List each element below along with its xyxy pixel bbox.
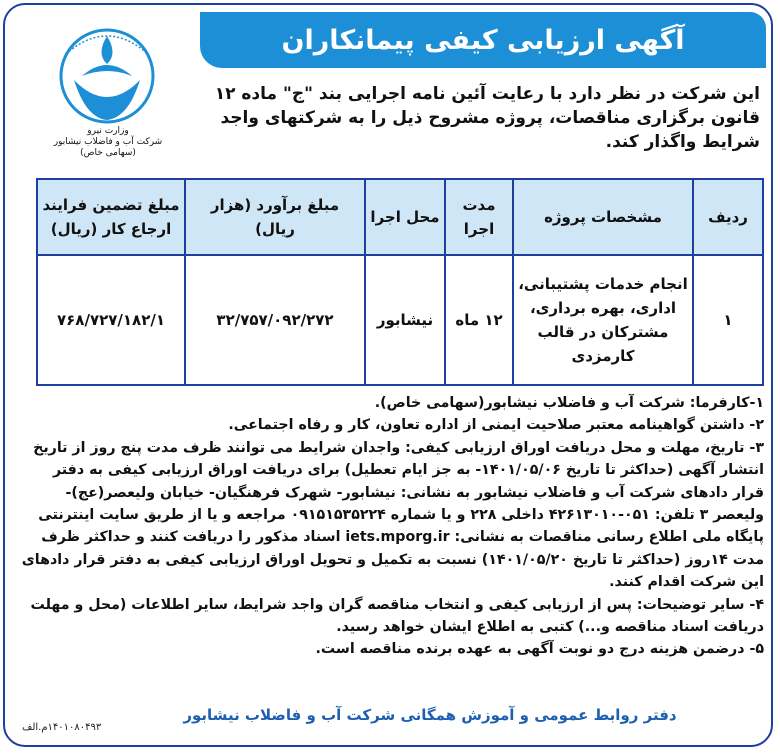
header-guarantee: مبلغ تضمین فرایند ارجاع کار (ریال) bbox=[37, 179, 185, 255]
note-other-details: ۴- سایر توضیحات: پس از ارزیابی کیفی و انتخاب مناقصه گران واجد شرایط، سایر اطلاعات (محل و مهلت دریافت اسناد مناقصه و...) کتبی به اطلاع ایشان خواهد رسید. bbox=[30, 596, 764, 636]
table-header-row bbox=[37, 179, 763, 255]
note-employer: ۱-کارفرما: شرکت آب و فاضلاب نیشابور(سهامی خاص). bbox=[374, 395, 764, 411]
header-estimate: مبلغ برآورد (هزار ریال) bbox=[185, 179, 365, 255]
ad-code: ۱۴۰۱۰۸۰۴۹۳م.الف bbox=[22, 722, 102, 733]
cell-row-number: ۱ bbox=[693, 255, 763, 385]
header-project-spec: مشخصات پروژه bbox=[513, 179, 693, 255]
page-title: آگهی ارزیابی کیفی پیمانکاران bbox=[281, 24, 685, 56]
header-row-number: ردیف bbox=[693, 179, 763, 255]
logo-ministry: وزارت نیرو bbox=[87, 126, 129, 136]
cell-location: نیشابور bbox=[365, 255, 445, 385]
header-location: محل اجرا bbox=[365, 179, 445, 255]
footer-publisher: دفتر روابط عمومی و آموزش همگانی شرکت آب و فاضلاب نیشابور bbox=[183, 706, 677, 724]
cell-guarantee: ۷۶۸/۷۲۷/۱۸۲/۱ bbox=[37, 255, 185, 385]
header-duration: مدت اجرا bbox=[445, 179, 513, 255]
logo-company: شرکت آب و فاضلاب نیشابور bbox=[53, 137, 163, 147]
note-safety-certificate: ۲- داشتن گواهینامه معتبر صلاحیت ایمنی از اداره تعاون، کار و رفاه اجتماعی. bbox=[228, 417, 764, 434]
table-row bbox=[37, 255, 763, 385]
intro-paragraph: این شرکت در نظر دارد با رعایت آئین نامه اجرایی بند "ج" ماده ۱۲ قانون برگزاری مناقصات، پروژه مشروح ذیل را به شرکتهای واجد شرایط واگذار کند. bbox=[214, 84, 760, 152]
note-documents-deadline: ۳- تاریخ، مهلت و محل دریافت اوراق ارزیابی کیفی: واجدان شرایط می توانند ظرف مدت پنج روز از تاریخ انتشار آگهی (حداکثر تا تاریخ ۱۴۰۱/۰۵/۰۶- به جز ایام تعطیل) برای دریافت اوراق ارزیابی کیفی به دفتر قرار دادهای شرکت آب و فاضلاب نیشابور به نشانی: نیشابور- شهرک فرهنگیان- خیابان ولیعصر(عج)- ولیعصر ۳ تلفن: ۰۵۱-۴۲۶۱۳۰۱۰ داخلی ۲۲۸ و یا شماره ۰۹۱۵۱۵۳۵۲۲۴ مراجعه و یا از طریق سایت اینترنتی پایگاه ملی اطلاع رسانی مناقصات به نشانی: iets.mporg.ir اسناد مذکور را دریافت کنند و حداکثر ظرف مدت ۱۴روز (حداکثر تا تاریخ ۱۴۰۱/۰۵/۲۰) نسبت به تکمیل و تحویل اوراق ارزیابی کیفی به دفتر قرار دادهای این شرکت اقدام کنند. bbox=[21, 439, 764, 591]
title-banner bbox=[200, 12, 766, 68]
cell-estimate: ۳۲/۷۵۷/۰۹۲/۲۷۲ bbox=[185, 255, 365, 385]
logo-type: (سهامی خاص) bbox=[80, 148, 136, 158]
logo-caption bbox=[28, 126, 188, 159]
cell-project-spec: انجام خدمات پشتیبانی، اداری، بهره برداری، مشترکان در قالب کارمزدی bbox=[513, 255, 693, 385]
note-advertising-cost: ۵- درضمن هزینه درج دو نوبت آگهی به عهده برنده مناقصه است. bbox=[315, 641, 764, 658]
cell-duration: ۱۲ ماه bbox=[445, 255, 513, 385]
notes-list bbox=[20, 392, 764, 661]
water-drop-logo-icon bbox=[22, 14, 192, 134]
projects-table bbox=[36, 178, 764, 386]
